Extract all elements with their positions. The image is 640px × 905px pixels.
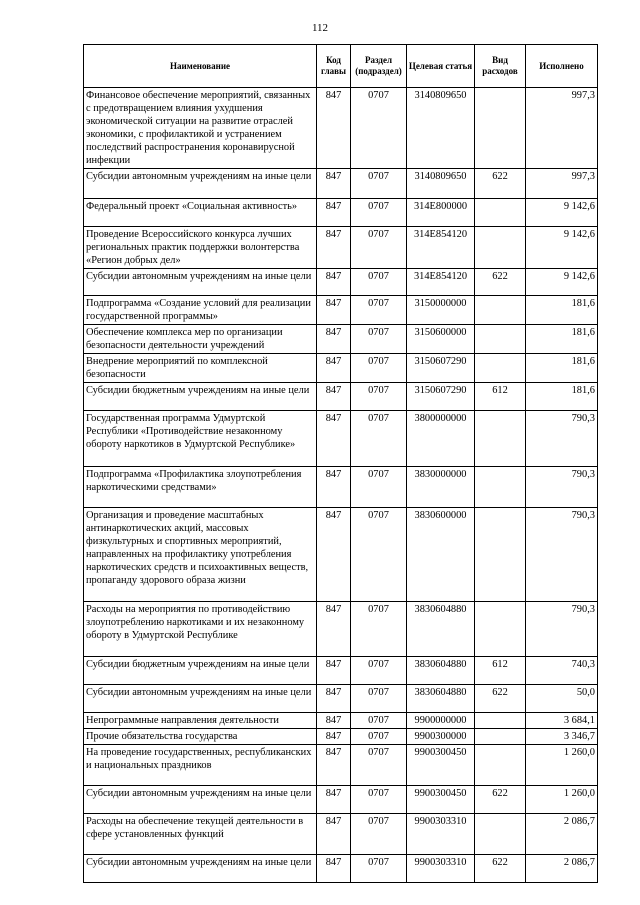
row-name: Субсидии бюджетным учреждениям на иные цели	[84, 657, 317, 685]
row-kod: 847	[317, 354, 351, 383]
row-value: 740,3	[526, 657, 598, 685]
row-name: Субсидии автономным учреждениям на иные цели	[84, 786, 317, 814]
row-vid	[475, 508, 526, 602]
row-value: 3 684,1	[526, 713, 598, 729]
row-vid	[475, 411, 526, 467]
row-kod: 847	[317, 786, 351, 814]
row-vid	[475, 88, 526, 169]
table-row	[84, 169, 598, 199]
row-kod: 847	[317, 657, 351, 685]
row-razdel: 0707	[351, 88, 407, 169]
table-row	[84, 296, 598, 325]
table-row	[84, 383, 598, 411]
table-row	[84, 411, 598, 467]
row-kod: 847	[317, 602, 351, 657]
row-value: 9 142,6	[526, 227, 598, 269]
header-kod: Код главы	[317, 45, 351, 88]
row-name: Непрограммные направления деятельности	[84, 713, 317, 729]
row-statya: 3830000000	[407, 467, 475, 508]
row-name: Субсидии бюджетным учреждениям на иные цели	[84, 383, 317, 411]
row-name: Федеральный проект «Социальная активность»	[84, 199, 317, 227]
row-razdel: 0707	[351, 227, 407, 269]
row-vid: 622	[475, 169, 526, 199]
row-statya: 3150000000	[407, 296, 475, 325]
table-row	[84, 855, 598, 883]
row-vid: 612	[475, 657, 526, 685]
row-kod: 847	[317, 855, 351, 883]
row-value: 3 346,7	[526, 729, 598, 745]
row-kod: 847	[317, 814, 351, 855]
row-razdel: 0707	[351, 325, 407, 354]
header-vid: Вид расходов	[475, 45, 526, 88]
row-kod: 847	[317, 169, 351, 199]
row-statya: 3830604880	[407, 602, 475, 657]
header-name: Наименование	[84, 45, 317, 88]
row-kod: 847	[317, 745, 351, 786]
row-name: Субсидии автономным учреждениям на иные цели	[84, 169, 317, 199]
row-statya: 3140809650	[407, 169, 475, 199]
row-razdel: 0707	[351, 169, 407, 199]
table-row	[84, 467, 598, 508]
table-row	[84, 325, 598, 354]
row-name: Внедрение мероприятий по комплексной безопасности	[84, 354, 317, 383]
header-ispolneno: Исполнено	[526, 45, 598, 88]
table-row	[84, 602, 598, 657]
row-razdel: 0707	[351, 685, 407, 713]
row-name: Расходы на мероприятия по противодействию злоупотреблению наркотиками и их незаконному обороту в Удмуртской Республике	[84, 602, 317, 657]
row-value: 9 142,6	[526, 269, 598, 296]
table-row	[84, 199, 598, 227]
row-value: 790,3	[526, 508, 598, 602]
header-razdel: Раздел (подраздел)	[351, 45, 407, 88]
table-row	[84, 354, 598, 383]
row-value: 181,6	[526, 325, 598, 354]
row-vid: 622	[475, 269, 526, 296]
row-razdel: 0707	[351, 713, 407, 729]
row-statya: 3830604880	[407, 657, 475, 685]
table-row	[84, 269, 598, 296]
header-statya: Целевая статья	[407, 45, 475, 88]
row-value: 1 260,0	[526, 786, 598, 814]
row-vid: 622	[475, 786, 526, 814]
table-row	[84, 657, 598, 685]
row-statya: 9900300450	[407, 745, 475, 786]
row-kod: 847	[317, 713, 351, 729]
row-statya: 3150607290	[407, 354, 475, 383]
row-vid	[475, 296, 526, 325]
row-name: Государственная программа Удмуртской Республики «Противодействие незаконному обороту наркотиков в Удмуртской Республике»	[84, 411, 317, 467]
row-vid	[475, 729, 526, 745]
row-statya: 3150600000	[407, 325, 475, 354]
row-vid	[475, 467, 526, 508]
row-razdel: 0707	[351, 354, 407, 383]
row-name: Субсидии автономным учреждениям на иные цели	[84, 269, 317, 296]
row-kod: 847	[317, 296, 351, 325]
row-name: Подпрограмма «Создание условий для реализации государственной программы»	[84, 296, 317, 325]
row-name: На проведение государственных, республиканских и национальных праздников	[84, 745, 317, 786]
row-statya: 9900303310	[407, 855, 475, 883]
row-statya: 314E800000	[407, 199, 475, 227]
row-razdel: 0707	[351, 411, 407, 467]
row-name: Расходы на обеспечение текущей деятельности в сфере установленных функций	[84, 814, 317, 855]
row-value: 181,6	[526, 383, 598, 411]
row-vid	[475, 227, 526, 269]
row-value: 997,3	[526, 88, 598, 169]
row-value: 790,3	[526, 467, 598, 508]
row-kod: 847	[317, 227, 351, 269]
row-razdel: 0707	[351, 855, 407, 883]
row-razdel: 0707	[351, 383, 407, 411]
row-statya: 3800000000	[407, 411, 475, 467]
row-kod: 847	[317, 508, 351, 602]
row-statya: 9900300000	[407, 729, 475, 745]
row-vid	[475, 814, 526, 855]
table-row	[84, 713, 598, 729]
row-kod: 847	[317, 411, 351, 467]
row-vid	[475, 199, 526, 227]
row-name: Подпрограмма «Профилактика злоупотребления наркотическими средствами»	[84, 467, 317, 508]
row-vid	[475, 354, 526, 383]
table-row	[84, 508, 598, 602]
table-row	[84, 814, 598, 855]
row-razdel: 0707	[351, 296, 407, 325]
row-statya: 9900303310	[407, 814, 475, 855]
table-row	[84, 227, 598, 269]
table-header-row	[84, 45, 598, 88]
table-row	[84, 729, 598, 745]
row-vid: 612	[475, 383, 526, 411]
page-number: 112	[311, 22, 329, 34]
row-name: Финансовое обеспечение мероприятий, связанных с предотвращением влияния ухудшения экономической ситуации на развитие отраслей экономики, с профилактикой и устранением последствий распространения коронавирусной инфекции	[84, 88, 317, 169]
row-value: 790,3	[526, 602, 598, 657]
row-statya: 314E854120	[407, 227, 475, 269]
table-row	[84, 745, 598, 786]
row-vid	[475, 713, 526, 729]
table-row	[84, 685, 598, 713]
row-name: Проведение Всероссийского конкурса лучших региональных практик поддержки волонтерства «Регион добрых дел»	[84, 227, 317, 269]
row-value: 9 142,6	[526, 199, 598, 227]
row-statya: 314E854120	[407, 269, 475, 296]
row-value: 2 086,7	[526, 855, 598, 883]
row-razdel: 0707	[351, 602, 407, 657]
row-razdel: 0707	[351, 814, 407, 855]
row-name: Прочие обязательства государства	[84, 729, 317, 745]
row-razdel: 0707	[351, 745, 407, 786]
row-razdel: 0707	[351, 786, 407, 814]
row-vid: 622	[475, 685, 526, 713]
row-name: Организация и проведение масштабных антинаркотических акций, массовых физкультурных и спортивных мероприятий, направленных на профилактику употребления наркотических средств и психоактивных веществ, пропаганду здорового образа жизни	[84, 508, 317, 602]
row-statya: 9900000000	[407, 713, 475, 729]
row-value: 997,3	[526, 169, 598, 199]
row-razdel: 0707	[351, 269, 407, 296]
row-vid	[475, 745, 526, 786]
table-row	[84, 786, 598, 814]
row-razdel: 0707	[351, 508, 407, 602]
row-razdel: 0707	[351, 657, 407, 685]
row-statya: 3140809650	[407, 88, 475, 169]
row-name: Субсидии автономным учреждениям на иные цели	[84, 855, 317, 883]
row-statya: 9900300450	[407, 786, 475, 814]
row-kod: 847	[317, 88, 351, 169]
row-kod: 847	[317, 467, 351, 508]
row-statya: 3150607290	[407, 383, 475, 411]
row-kod: 847	[317, 199, 351, 227]
row-vid	[475, 602, 526, 657]
row-vid: 622	[475, 855, 526, 883]
row-value: 1 260,0	[526, 745, 598, 786]
row-value: 50,0	[526, 685, 598, 713]
row-kod: 847	[317, 729, 351, 745]
row-kod: 847	[317, 269, 351, 296]
row-statya: 3830600000	[407, 508, 475, 602]
row-value: 181,6	[526, 354, 598, 383]
row-razdel: 0707	[351, 729, 407, 745]
row-vid	[475, 325, 526, 354]
row-name: Субсидии автономным учреждениям на иные цели	[84, 685, 317, 713]
row-statya: 3830604880	[407, 685, 475, 713]
row-value: 181,6	[526, 296, 598, 325]
row-razdel: 0707	[351, 467, 407, 508]
row-kod: 847	[317, 383, 351, 411]
budget-table	[83, 44, 598, 883]
row-value: 790,3	[526, 411, 598, 467]
row-kod: 847	[317, 685, 351, 713]
table-row	[84, 88, 598, 169]
row-name: Обеспечение комплекса мер по организации безопасности деятельности учреждений	[84, 325, 317, 354]
row-kod: 847	[317, 325, 351, 354]
row-razdel: 0707	[351, 199, 407, 227]
row-value: 2 086,7	[526, 814, 598, 855]
